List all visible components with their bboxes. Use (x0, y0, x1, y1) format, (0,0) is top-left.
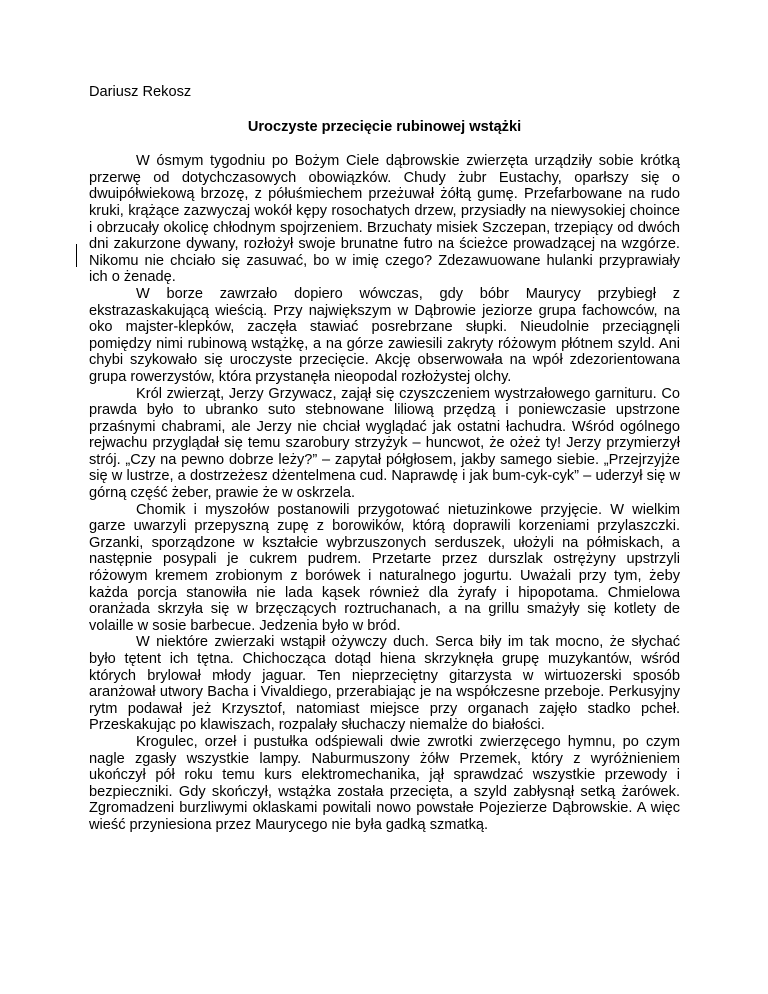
text-cursor-mark (76, 244, 77, 267)
document-page (89, 84, 680, 834)
paragraph-3: Król zwierząt, Jerzy Grzywacz, zajął się czyszczeniem wystrzałowego garnituru. Co prawda było to ubranko suto stebnowane liliową przędzą i poniewczasie upstrzone przaśnymi chabrami, ale Jerzy nie chciał wyglądać jak ostatni łachudra. Wśród ogólnego rejwachu przyglądał się temu szarobury strzyżyk – huncwot, że ożeż ty! Jerzy przymierzył strój. „Czy na pewno dobrze leży?” – zapytał półgłosem, jakby samego siebie. „Przejrzyjże się w lustrze, a dostrzeżesz dżentelmena cud. Naprawdę i jak bum-cyk-cyk” – uderzył się w górną część żeber, prawie że w oskrzela. (89, 385, 680, 502)
paragraph-2: W borze zawrzało dopiero wówczas, gdy bóbr Maurycy przybiegł z ekstrazaskakującą wieścią. Przy największym w Dąbrowie jeziorze grupa fachowców, na oko majster-klepków, zaczęła stawiać posrebrzane słupki. Nieudolnie przeciągnęli pomiędzy nimi rubinową wstążkę, a na górze zawiesili zakryty różowym płótnem szyld. Ani chybi szykowało się uroczyste przecięcie. Akcję obserwowała na wpół zdezorientowana grupa rowerzystów, która przystanęła nieopodal rozłożystej olchy. (89, 285, 680, 385)
paragraph-5: W niektóre zwierzaki wstąpił ożywczy duch. Serca biły im tak mocno, że słychać było tętent ich tętna. Chichocząca dotąd hiena skrzyknęła grupę muzykantów, wśród których brylował młody jaguar. Ten nieprzeciętny gitarzysta w wirtuozerski sposób aranżował utwory Bacha i Vivaldiego, przerabiając je na współczesne przeboje. Perkusyjny rytm podawał jeż Krzysztof, natomiast miejsce przy organach zajęło stadko pcheł. Przeskakując po klawiszach, rozpalały słuchaczy niemalże do białości. (89, 634, 680, 734)
paragraph-1: W ósmym tygodniu po Bożym Ciele dąbrowskie zwierzęta urządziły sobie krótką przerwę od dotychczasowych obowiązków. Chudy żubr Eustachy, oparłszy się o dwuipółwiekową brzozę, z półuśmiechem przeżuwał żółtą gumę. Przefarbowane na rudo kruki, krążące zazwyczaj wokół kępy rosochatych drzew, przysiadły na niewysokiej choince i obrzucały okolicę chłodnym spojrzeniem. Brzuchaty misiek Szczepan, trzepiący od dwóch dni zakurzone dywany, rozłożył swoje brunatne futro na ścieżce prowadzącej na wzgórze. Nikomu nie chciało się zasuwać, bo w imię czego? Zdezawuowane hulanki przyprawiały ich o żenadę. (89, 153, 680, 286)
author-name: Dariusz Rekosz (89, 84, 192, 100)
document-title: Uroczyste przecięcie rubinowej wstążki (247, 118, 522, 135)
paragraph-6: Krogulec, orzeł i pustułka odśpiewali dwie zwrotki zwierzęcego hymnu, po czym nagle zgasły wszystkie lampy. Naburmuszony żółw Przemek, który z wyróżnieniem ukończył pół roku temu kurs elektromechanika, jął sprawdzać wszystkie przewody i bezpieczniki. Gdy skończył, wstążka została przecięta, a szyld zabłysnął setką żarówek. Zgromadzeni burzliwymi oklaskami powitali nowo powstałe Pojezierze Dąbrowskie. A więc wieść przyniesiona przez Maurycego nie była gadką szmatką. (89, 733, 680, 833)
paragraph-4: Chomik i myszołów postanowili przygotować nietuzinkowe przyjęcie. W wielkim garze uwarzyli przepyszną zupę z borowików, którą doprawili korzeniami przylaszczki. Grzanki, sporządzone w kształcie wybrzuszonych serduszek, ułożyli na półmiskach, a następnie posypali je cukrem pudrem. Przetarte przez durszlak ostrężyny upstrzyli różowym kremem zrobionym z borówek i naturalnego jogurtu. Uważali przy tym, żeby każda porcja stanowiła nie lada kąsek również dla żyrafy i hipopotama. Chmielowa oranżada skrzyła się w brzęczących roztruchanach, a na grillu smażyły się kotlety de volaille w sosie barbecue. Jedzenia było w bród. (89, 501, 680, 634)
